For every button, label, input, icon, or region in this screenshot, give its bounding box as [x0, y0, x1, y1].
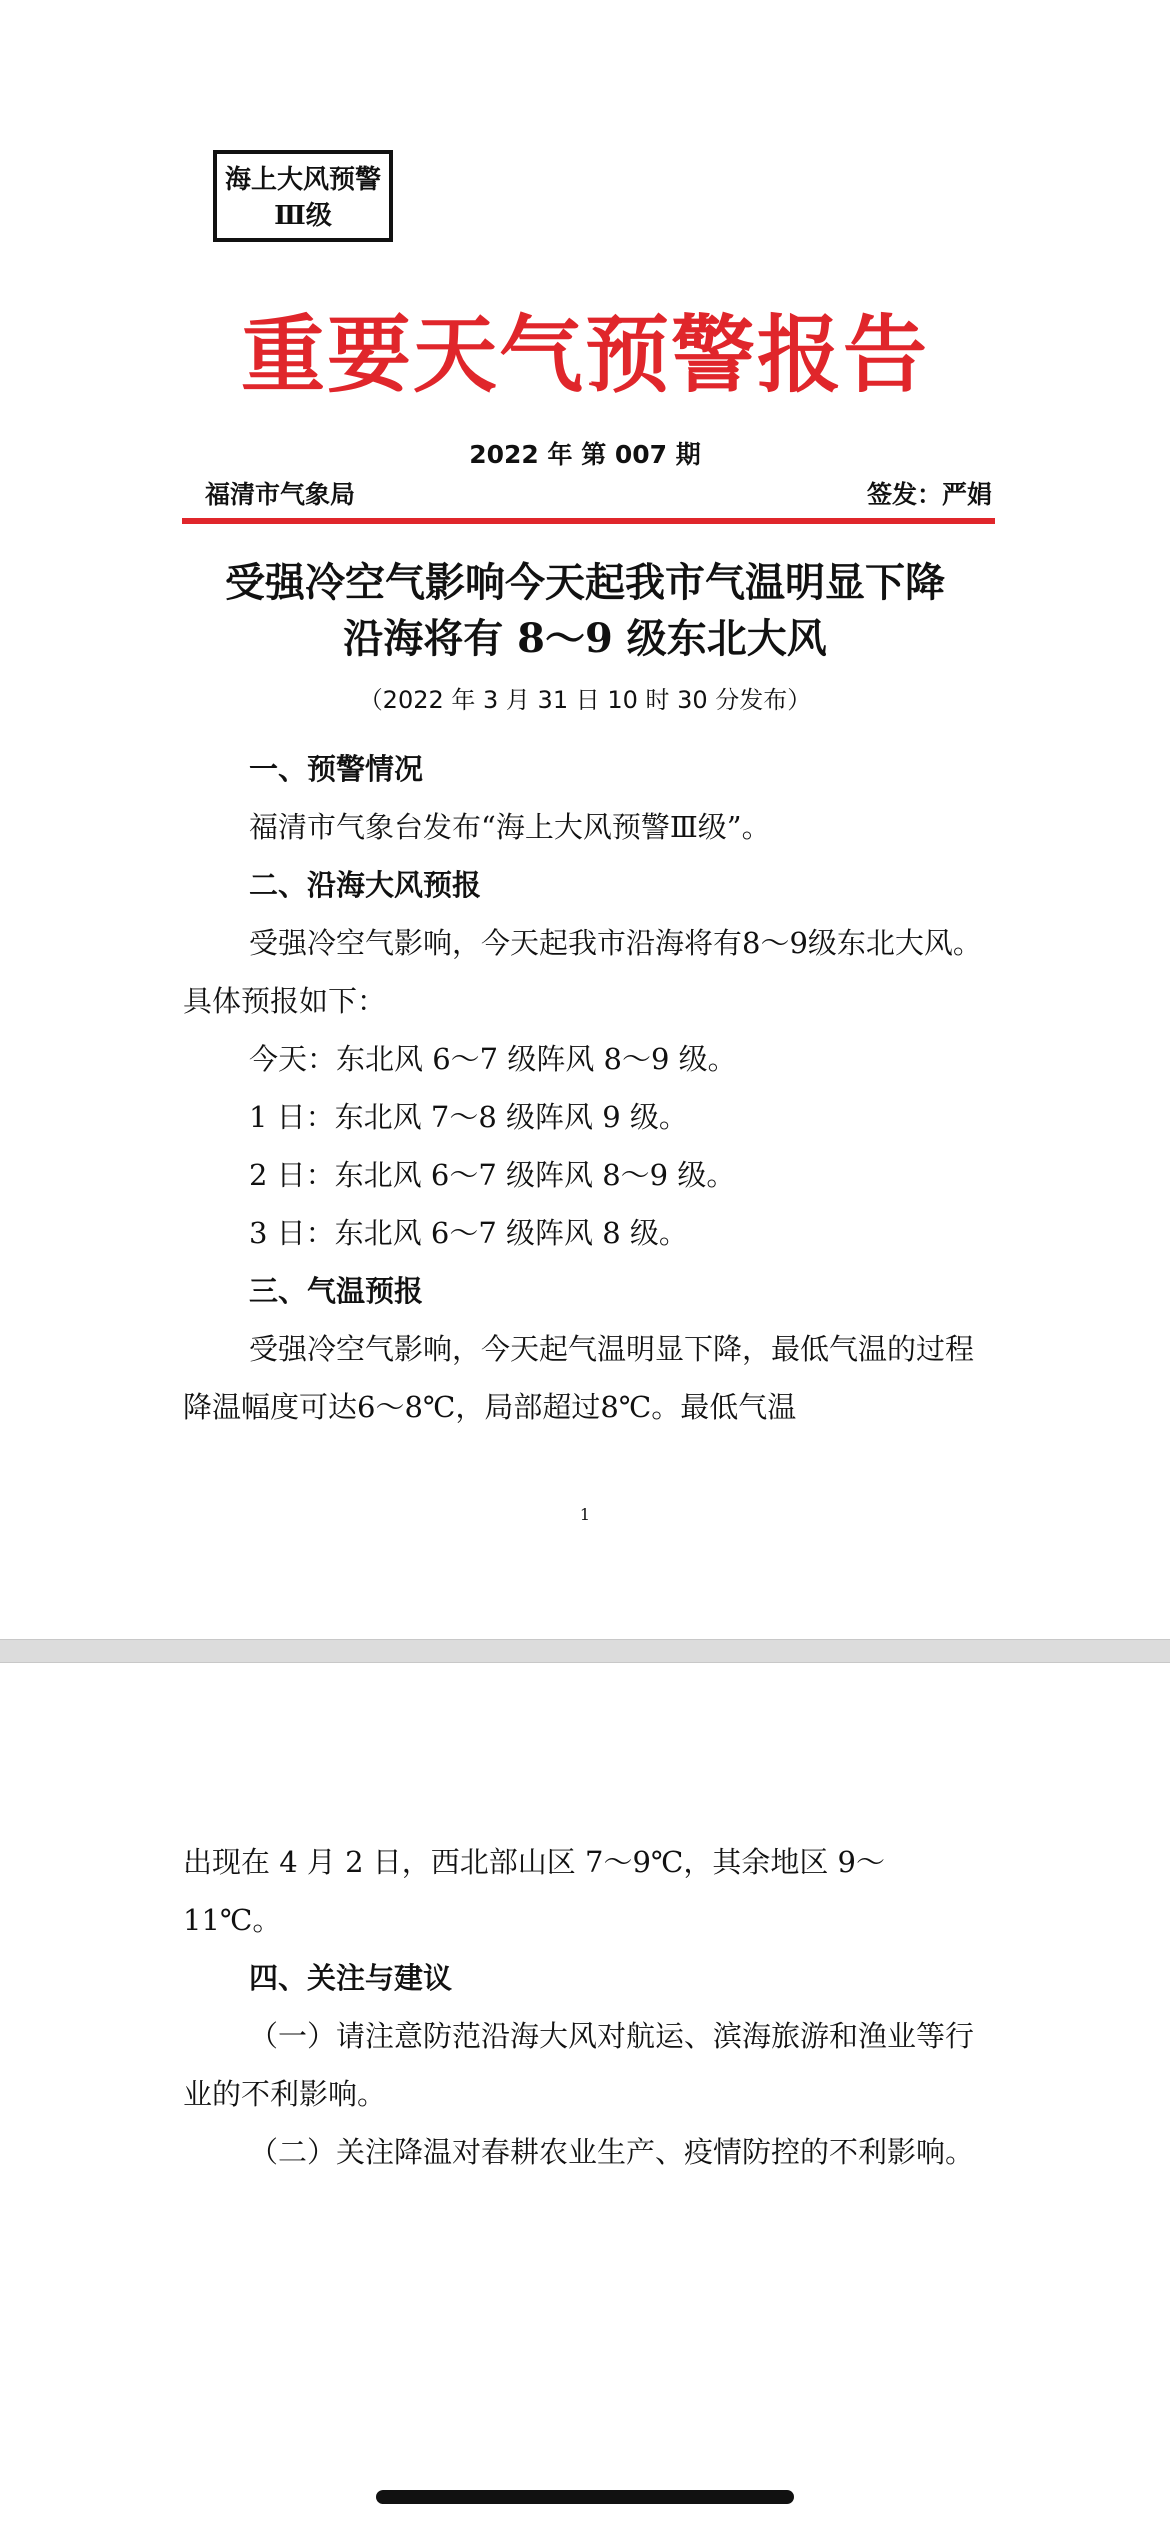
release-time: （2022 年 3 月 31 日 10 时 30 分发布）: [358, 686, 812, 714]
home-indicator[interactable]: [376, 2490, 794, 2504]
forecast-today: 今天：东北风 6～7 级阵风 8～9 级。: [249, 1042, 737, 1076]
section-heading-4: 四、关注与建议: [249, 1961, 453, 1995]
warning-level-stamp: [213, 150, 393, 242]
paragraph-temperature-continued: 出现在 4 月 2 日，西北部山区 7～9℃，其余地区 9～11℃。: [183, 1845, 886, 1937]
page-number: 1: [579, 1505, 591, 1524]
section-heading-3: 三、气温预报: [249, 1274, 424, 1308]
headline: [0, 555, 1170, 667]
red-divider: [182, 518, 995, 524]
signer: 签发：严娟: [866, 480, 992, 509]
forecast-day-2: 2 日：东北风 6～7 级阵风 8～9 级。: [249, 1158, 736, 1192]
body-text-page-1: [183, 740, 983, 1436]
suggestion-1: （一）请注意防范沿海大风对航运、滨海旅游和渔业等行业的不利影响。: [183, 2019, 975, 2111]
section-heading-2: 二、沿海大风预报: [249, 868, 482, 902]
headline-line-1: 受强冷空气影响今天起我市气温明显下降: [225, 559, 945, 606]
body-text-page-2: [183, 1833, 983, 2181]
paragraph-warning: 福清市气象台发布“海上大风预警Ⅲ级”。: [249, 810, 771, 844]
headline-line-2: 沿海将有 8～9 级东北大风: [343, 615, 827, 662]
paragraph-temperature: 受强冷空气影响，今天起气温明显下降，最低气温的过程降温幅度可达6～8℃，局部超过8℃。最低气温: [183, 1332, 975, 1424]
section-heading-1: 一、预警情况: [249, 752, 424, 786]
stamp-line-2: Ⅲ级: [274, 201, 332, 231]
suggestion-2: （二）关注降温对春耕农业生产、疫情防控的不利影响。: [249, 2135, 975, 2169]
forecast-day-3: 3 日：东北风 6～7 级阵风 8 级。: [249, 1216, 688, 1250]
issuing-bureau: 福清市气象局: [205, 480, 356, 509]
forecast-day-1: 1 日：东北风 7～8 级阵风 9 级。: [249, 1100, 688, 1134]
stamp-line-1: 海上大风预警: [224, 165, 381, 195]
paragraph-wind: 受强冷空气影响，今天起我市沿海将有8～9级东北大风。具体预报如下：: [183, 926, 982, 1018]
report-title: 重要天气预警报告: [240, 305, 929, 404]
issue-number: 2022 年 第 007 期: [469, 440, 701, 469]
document-page-2: [0, 1662, 1170, 2532]
